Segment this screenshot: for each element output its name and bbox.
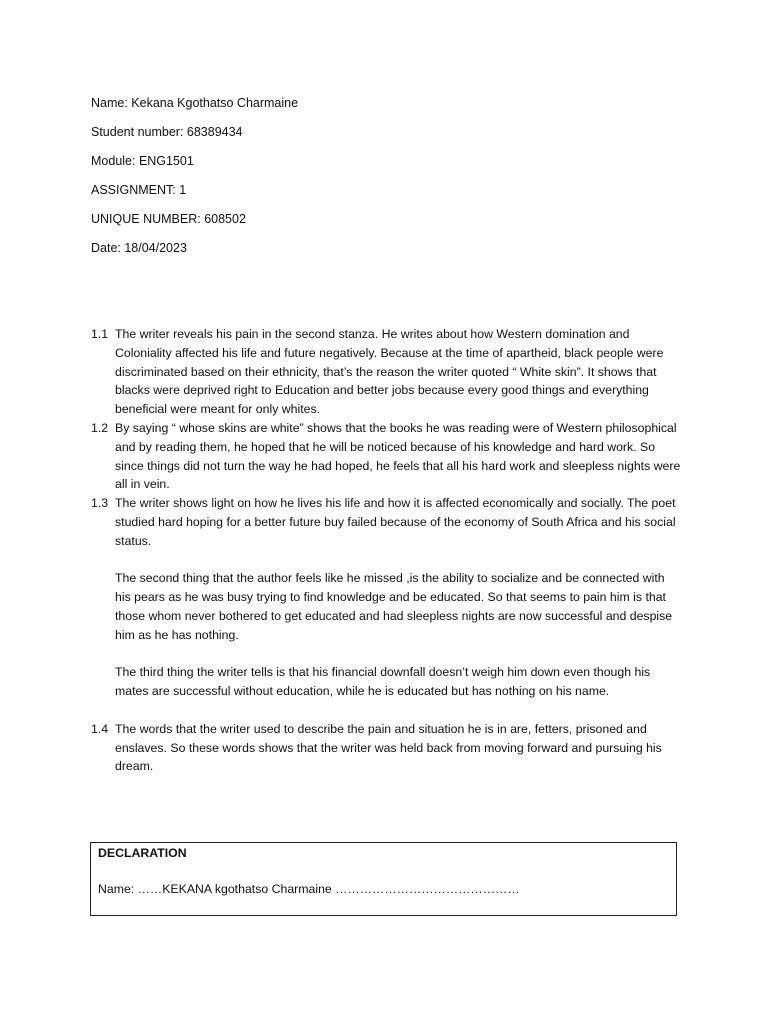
declaration-name-line: Name: ……KEKANA kgothatso Charmaine ……………………………………… — [98, 882, 520, 896]
answer-paragraph: By saying “ whose skins are white” shows that the books he was reading were of Western philosophical and by reading them, he hoped that he will be noticed because of his knowledge and hard work. So since things did not turn the way he had hoped, he feels that all his hard work and sleepless nights were all in vein. — [115, 420, 681, 492]
answer-paragraph: The words that the writer used to describe the pain and situation he is in are, fetters, prisoned and enslaves. So these words shows that the writer was held back from moving forward and pursuing his dream. — [115, 721, 662, 774]
answer-1-3 — [91, 494, 681, 550]
answer-paragraph: The writer shows light on how he lives his life and how it is affected economically and socially. The poet studied hard hoping for a better future buy failed because of the economy of South Africa and his social status. — [115, 496, 676, 548]
declaration-box — [90, 842, 677, 916]
answer-1-1 — [91, 325, 681, 419]
answer-number: 1.3 — [91, 496, 109, 511]
student-number: Student number: 68389434 — [91, 125, 243, 139]
student-name: Name: Kekana Kgothatso Charmaine — [91, 96, 299, 110]
answer-1-2 — [91, 419, 681, 494]
assignment-number: ASSIGNMENT: 1 — [91, 183, 187, 197]
submission-date: Date: 18/04/2023 — [91, 241, 187, 255]
answer-paragraph: The second thing that the author feels like he missed ,is the ability to socialize and be connected with his pears as he was busy trying to find knowledge and be educated. So that seems to pain him is that those whom never bothered to get educated and had sleepless nights are now successful and despise him as he has nothing. — [115, 571, 673, 642]
declaration-title: DECLARATION — [98, 846, 187, 860]
answer-number: 1.2 — [91, 420, 109, 435]
unique-number: UNIQUE NUMBER: 608502 — [91, 212, 246, 226]
answer-1-4 — [91, 720, 681, 776]
module-code: Module: ENG1501 — [91, 154, 194, 168]
answer-number: 1.4 — [91, 721, 109, 736]
answers-section — [91, 325, 681, 776]
answer-paragraph: The third thing the writer tells is that his financial downfall doesn’t weigh him down even though his mates are successful without education, while he is educated but has nothing on his name. — [115, 665, 651, 699]
answer-number: 1.1 — [91, 327, 109, 341]
answer-paragraph: The writer reveals his pain in the second stanza. He writes about how Western domination and Coloniality affected his life and future negatively. Because at the time of apartheid, black people were discriminated based on their ethnicity, that’s the reason the writer quoted “ White skin”. It shows that blacks were deprived right to Education and better jobs because every good things and everything beneficial were meant for only whites. — [115, 327, 664, 417]
